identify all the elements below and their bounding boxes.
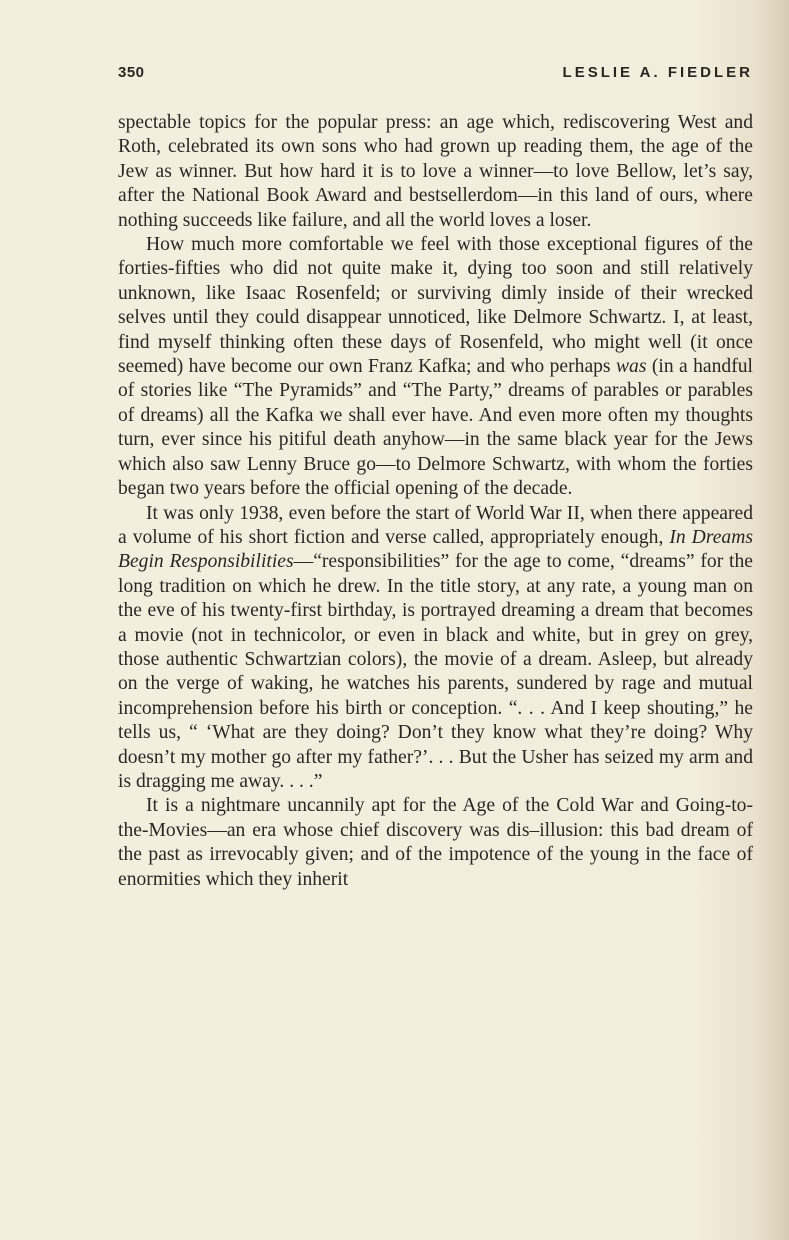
- paragraph: [118, 794, 753, 892]
- text-run: How much more comfortable we feel with those exceptional figures of the forties-fifties who did not quite make it, dying too soon and still relatively unknown, like Isaac Rosenfeld; or surviving dimly inside of their wrecked selves until they could disappear unnoticed, like Delmore Schwartz. I, at least, find myself thinking often these days of Rosenfeld, who might well (it once seemed) have become our own Franz Kafka; and who perhaps: [118, 234, 753, 378]
- italic-text-run: was: [615, 356, 647, 378]
- running-head: LESLIE A. FIEDLER: [562, 64, 753, 81]
- paragraph: [118, 111, 753, 233]
- text-run: —“responsibilities” for the age to come, “dreams” for the long tradition on which he drew. In the title story, at any rate, a young man on the eve of his twenty-first birthday, is portrayed dreaming a dream that becomes a movie (not in technicolor, or even in black and white, but in grey on grey, those authentic Schwartzian colors), the movie of a dream. Asleep, but already on the verge of waking, he watches his parents, sundered by rage and mutual incomprehension before his birth or conception. “. . . And I keep shouting,” he tells us, “ ‘What are they doing? Don’t they know what they’re doing? Why doesn’t my mother go after my father?’. . . But the Usher has seized my arm and is dragging me away. . . .”: [118, 551, 753, 792]
- book-title: In Dreams Begin Responsibilities: [118, 526, 753, 573]
- page-number: 350: [118, 64, 145, 81]
- paragraph: [118, 502, 753, 795]
- body-text: [118, 111, 753, 892]
- text-run: It was only 1938, even before the start of World War II, when there appeared a volume of his short fiction and verse called, appropriately enough,: [118, 502, 753, 548]
- page-header: [118, 64, 753, 88]
- paragraph: [118, 233, 753, 501]
- text-run: It is a nightmare uncannily apt for the Age of the Cold War and Going-to-the-Movies—an era whose chief discovery was dis–illusion: this bad dream of the past as irrevocably given; and of the impotence of the young in the face of enormities which they inherit: [118, 795, 753, 890]
- text-run: (in a handful of stories like “The Pyramids” and “The Party,” dreams of parables or parables of dreams) all the Kafka we shall ever have. And even more often my thoughts turn, ever since his pitiful death anyhow—in the same black year for the Jews which also saw Lenny Bruce go—to Delmore Schwartz, with whom the forties began two years before the official opening of the decade.: [118, 356, 753, 500]
- text-run: spectable topics for the popular press: an age which, rediscovering West and Roth, celebrated its own sons who had grown up reading them, the age of the Jew as winner. But how hard it is to love a winner—to love Bellow, let’s say, after the National Book Award and bestsellerdom—in this land of ours, where nothing succeeds like failure, and all the world loves a loser.: [118, 112, 753, 231]
